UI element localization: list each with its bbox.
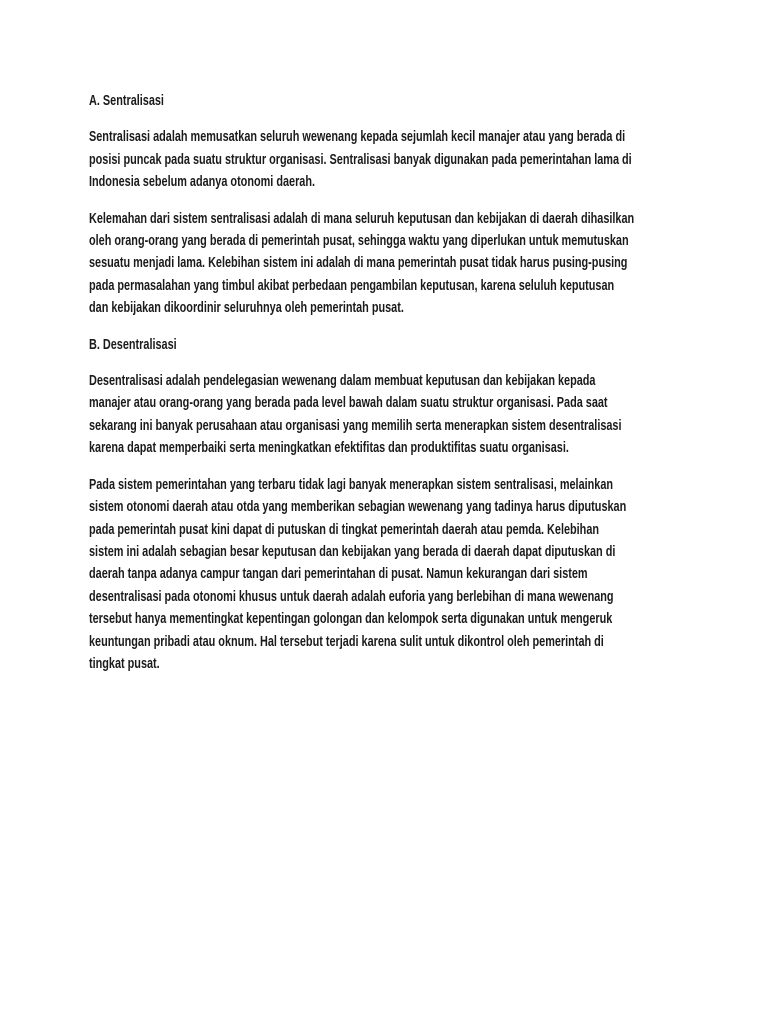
paragraph-line: sistem otonomi daerah atau otda yang memberikan sebagian wewenang yang tadinya harus diputuskan	[89, 498, 627, 516]
paragraph-line: tersebut hanya mementingkat kepentingan golongan dan kelompok serta digunakan untuk mengeruk	[89, 610, 613, 628]
heading-sentralisasi: A. Sentralisasi	[89, 92, 164, 109]
para-sentralisasi-kelemahan	[89, 208, 720, 320]
paragraph-line: pada pemerintah pusat kini dapat di putuskan di tingkat pemerintah daerah atau pemda. Kelebihan	[89, 520, 600, 538]
paragraph-line: Kelemahan dari sistem sentralisasi adalah di mana seluruh keputusan dan kebijakan di daerah dihasilkan	[89, 209, 635, 227]
paragraph-line: manajer atau orang-orang yang berada pada level bawah dalam suatu struktur organisasi. Pada saat	[89, 394, 608, 412]
para-sentralisasi-definition	[89, 126, 720, 193]
paragraph-line: oleh orang-orang yang berada di pemerintah pusat, sehingga waktu yang diperlukan untuk memutuskan	[89, 232, 629, 250]
paragraph-line: karena dapat memperbaiki serta meningkatkan efektifitas dan produktifitas suatu organisasi.	[89, 439, 569, 457]
paragraph-line: tingkat pusat.	[89, 654, 160, 672]
paragraph-line: sistem ini adalah sebagian besar keputusan dan kebijakan yang berada di daerah dapat diputuskan di	[89, 542, 616, 560]
paragraph-line: daerah tanpa adanya campur tangan dari pemerintahan di pusat. Namun kekurangan dari sistem	[89, 565, 588, 583]
document-content	[89, 90, 720, 689]
paragraph-line: keuntungan pribadi atau oknum. Hal tersebut terjadi karena sulit untuk dikontrol oleh pemerintah di	[89, 632, 604, 650]
paragraph-line: desentralisasi pada otonomi khusus untuk daerah adalah euforia yang berlebihan di mana wewenang	[89, 587, 614, 605]
paragraph-line: Indonesia sebelum adanya otonomi daerah.	[89, 173, 316, 191]
paragraph-line: Desentralisasi adalah pendelegasian wewenang dalam membuat keputusan dan kebijakan kepada	[89, 372, 596, 390]
paragraph-line: dan kebijakan dikoordinir seluruhnya oleh pemerintah pusat.	[89, 299, 404, 317]
paragraph-line: Sentralisasi adalah memusatkan seluruh wewenang kepada sejumlah kecil manajer atau yang berada di	[89, 128, 626, 146]
paragraph-line: pada permasalahan yang timbul akibat perbedaan pengambilan keputusan, karena seluluh keputusan	[89, 276, 615, 294]
paragraph-line: posisi puncak pada suatu struktur organisasi. Sentralisasi banyak digunakan pada pemerintahan lama di	[89, 150, 632, 168]
paragraph-line: sekarang ini banyak perusahaan atau organisasi yang memilih serta menerapkan sistem desentralisasi	[89, 416, 622, 434]
heading-desentralisasi: B. Desentralisasi	[89, 335, 177, 353]
para-desentralisasi-pemerintahan	[89, 474, 720, 676]
paragraph-line: Pada sistem pemerintahan yang terbaru tidak lagi banyak menerapkan sistem sentralisasi, melainkan	[89, 475, 614, 493]
paragraph-line: sesuatu menjadi lama. Kelebihan sistem ini adalah di mana pemerintah pusat tidak harus pusing-pusing	[89, 254, 628, 272]
para-desentralisasi-definition	[89, 370, 720, 460]
